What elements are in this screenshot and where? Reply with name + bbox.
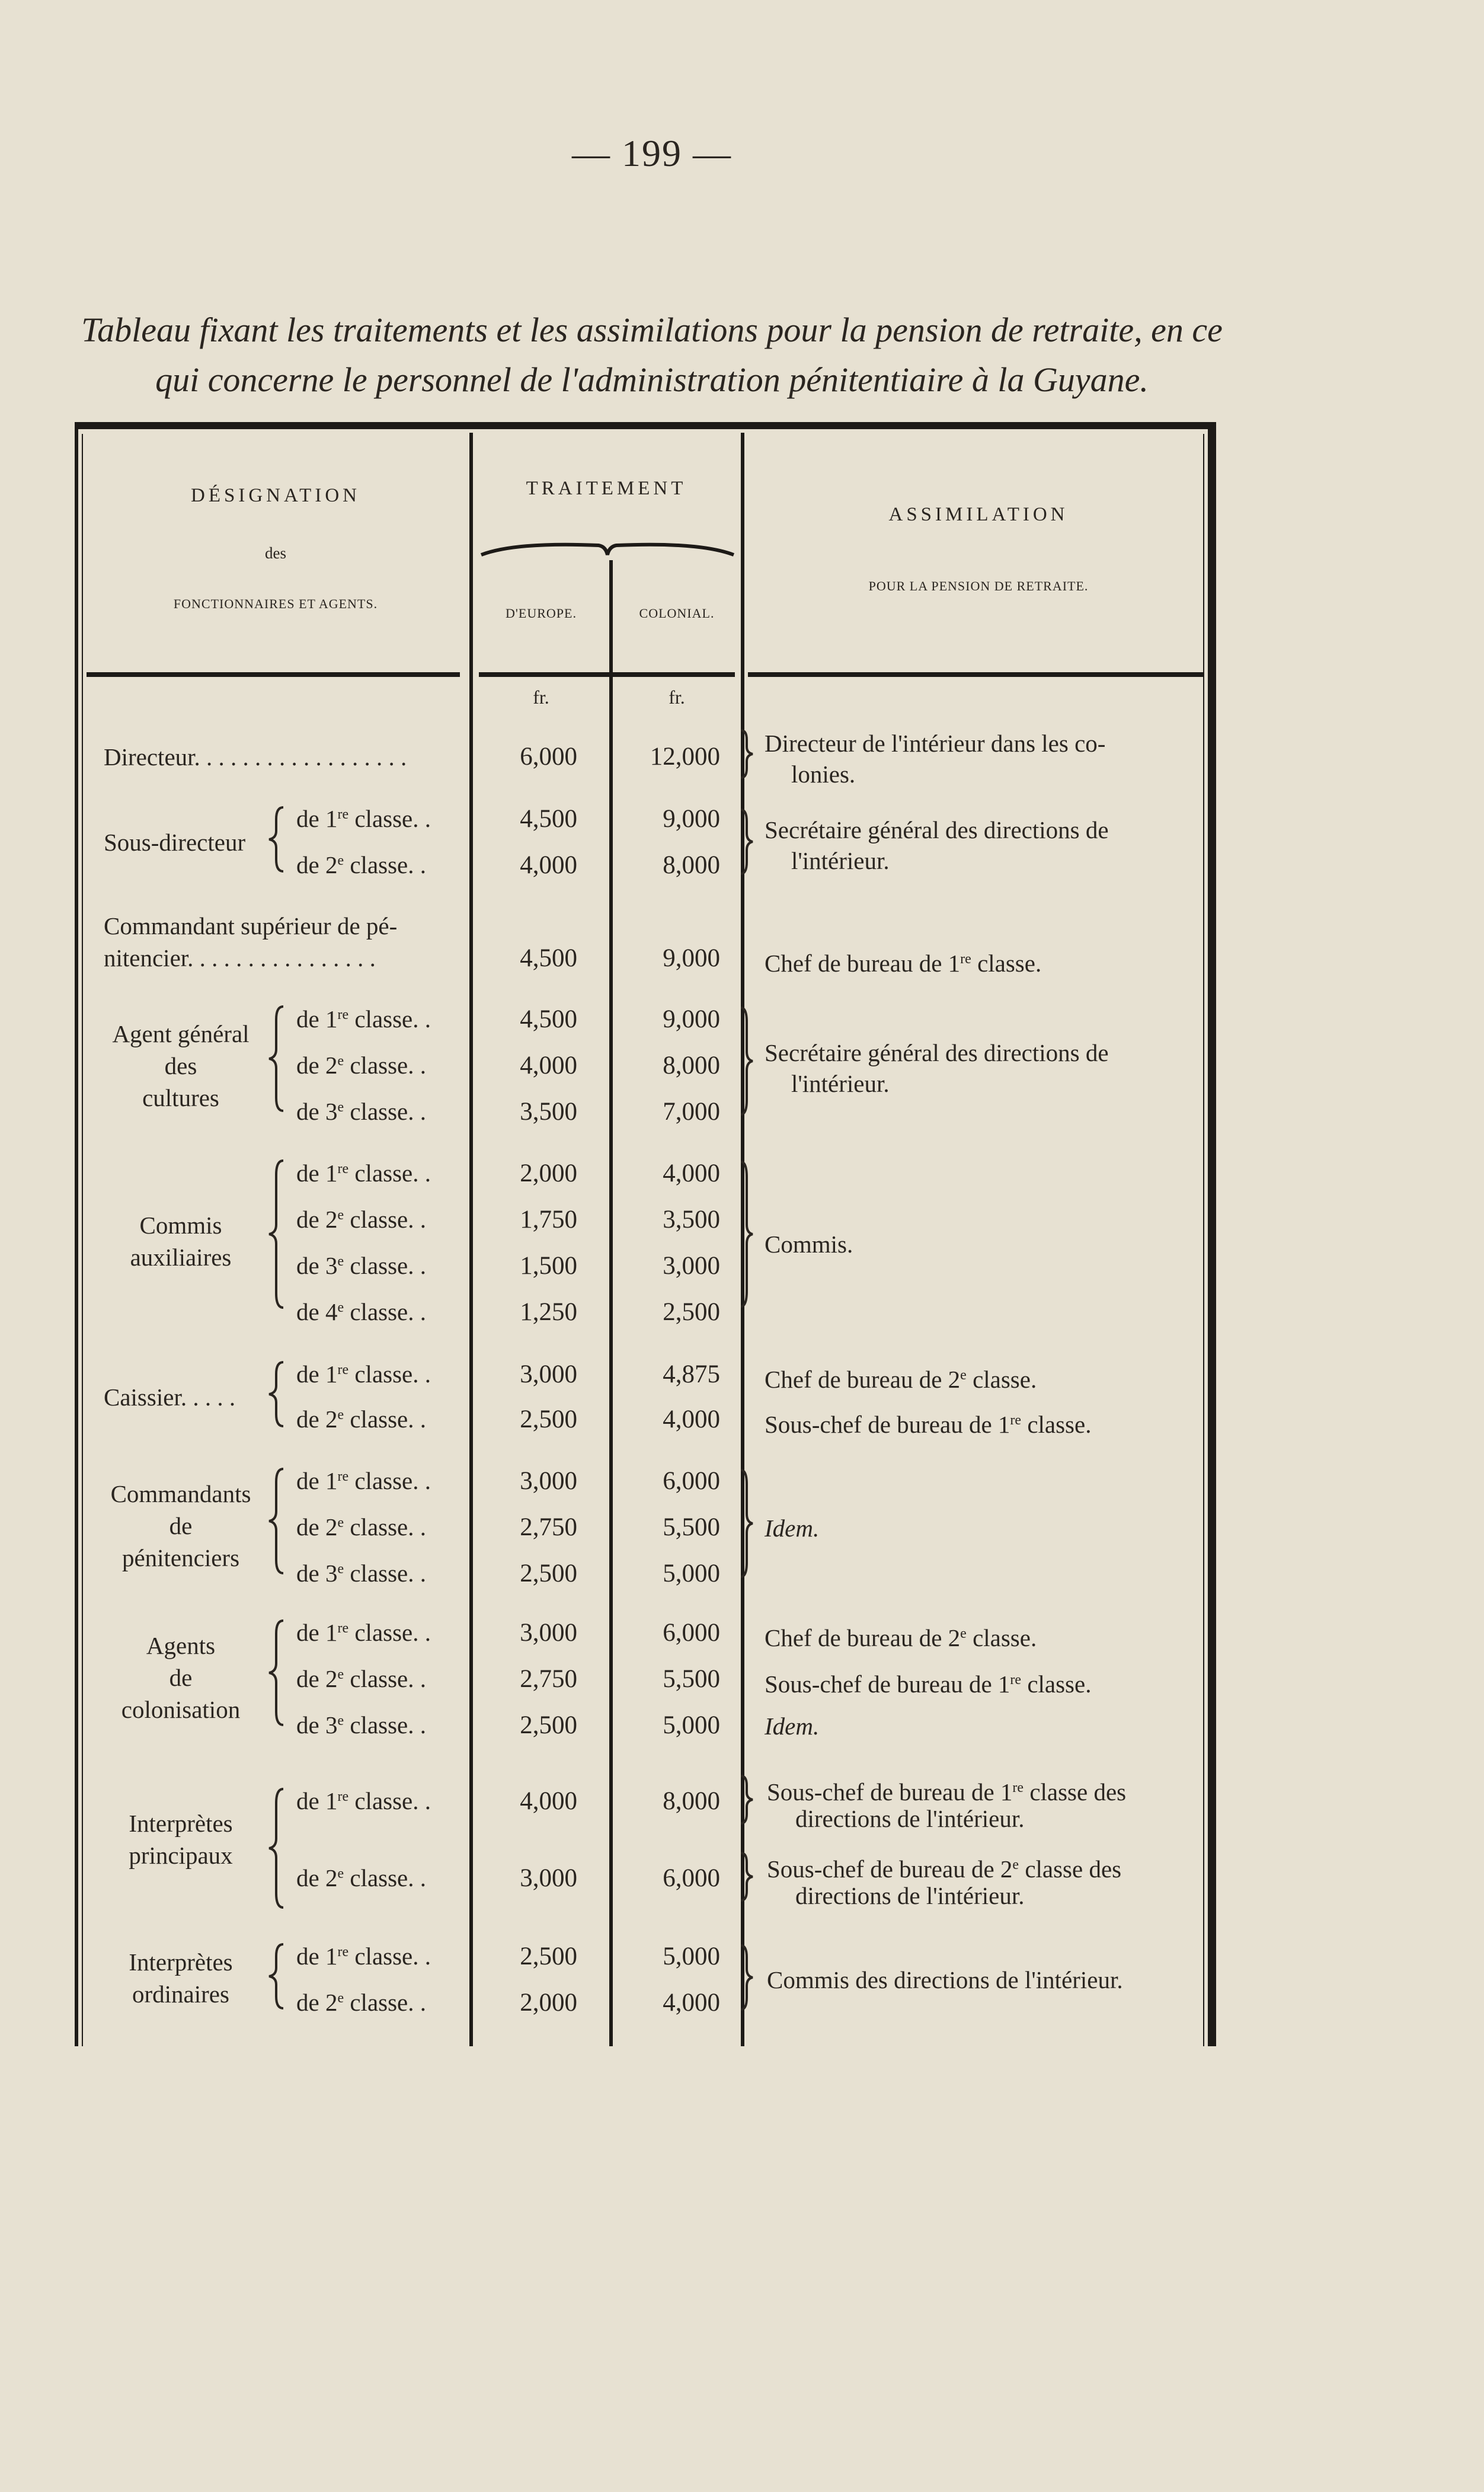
agents-colonisation-colonial-2: 5,500 [663, 1665, 720, 1693]
agent-general-europe-1: 4,500 [520, 1005, 577, 1033]
caissier-europe-1: 3,000 [520, 1360, 577, 1388]
unit-europe: fr. [533, 686, 549, 708]
sous-directeur-assim-1: Secrétaire général des directions de [765, 816, 1109, 844]
brace-assim-interpretes-ordinaires [741, 1945, 753, 2009]
interpretes-ordinaires-europe-1: 2,500 [520, 1943, 577, 1970]
sous-directeur-assim-2: l'intérieur. [791, 847, 890, 874]
interpretes-ordinaires-class-2: de 2e classe. . [296, 1989, 427, 2016]
brace-agents-colonisation [269, 1621, 283, 1725]
commis-colonial-2: 3,500 [663, 1206, 720, 1234]
brace-interpretes-principaux [269, 1789, 283, 1908]
directeur-colonial: 12,000 [650, 743, 720, 771]
commis-europe-2: 1,750 [520, 1206, 577, 1234]
commis-class-2: de 2e classe. . [296, 1206, 427, 1233]
header-des: des [265, 544, 286, 562]
commis-europe-3: 1,500 [520, 1252, 577, 1280]
page-number: — 199 — [572, 132, 732, 174]
commis-colonial-3: 3,000 [663, 1252, 720, 1280]
label-agents-colonisation-1: Agents [146, 1632, 216, 1659]
directeur-assim-1: Directeur de l'intérieur dans les co- [765, 730, 1106, 757]
commandants-europe-1: 3,000 [520, 1467, 577, 1495]
interpretes-principaux-assim-2b: directions de l'intérieur. [795, 1882, 1025, 1909]
agents-colonisation-assim-3: Idem. [765, 1713, 820, 1740]
label-commandants-2: de [169, 1512, 193, 1539]
caissier-colonial-2: 4,000 [663, 1405, 720, 1433]
interpretes-ordinaires-colonial-1: 5,000 [663, 1943, 720, 1970]
interpretes-principaux-colonial-1: 8,000 [663, 1787, 720, 1815]
label-commandant-1: Commandant supérieur de pé- [104, 912, 398, 940]
brace-assim-directeur [741, 730, 753, 778]
label-commis-1: Commis [139, 1212, 222, 1239]
agent-general-assim-2: l'intérieur. [791, 1070, 890, 1097]
caissier-assim-1: Chef de bureau de 2e classe. [765, 1366, 1037, 1393]
caissier-class-1: de 1re classe. . [296, 1360, 431, 1388]
interpretes-principaux-class-2: de 2e classe. . [296, 1864, 427, 1892]
agents-colonisation-class-1: de 1re classe. . [296, 1619, 431, 1646]
agents-colonisation-class-2: de 2e classe. . [296, 1665, 427, 1692]
commis-europe-1: 2,000 [520, 1159, 577, 1187]
agent-general-class-3: de 3e classe. . [296, 1098, 427, 1125]
commandant-colonial: 9,000 [663, 944, 720, 972]
header-assimilation: ASSIMILATION [888, 504, 1069, 525]
commandants-europe-2: 2,750 [520, 1513, 577, 1541]
label-agent-general-3: cultures [142, 1084, 219, 1111]
agent-general-europe-2: 4,000 [520, 1052, 577, 1079]
agent-general-colonial-1: 9,000 [663, 1005, 720, 1033]
agent-general-assim-1: Secrétaire général des directions de [765, 1039, 1109, 1066]
agents-colonisation-assim-1: Chef de bureau de 2e classe. [765, 1624, 1037, 1651]
agents-colonisation-colonial-1: 6,000 [663, 1619, 720, 1647]
label-commandants-1: Commandants [110, 1480, 251, 1507]
sous-directeur-europe-1: 4,500 [520, 805, 577, 833]
label-directeur: Directeur. . . . . . . . . . . . . . . . . . [104, 743, 407, 771]
commandants-class-2: de 2e classe. . [296, 1513, 427, 1541]
agents-colonisation-europe-2: 2,750 [520, 1665, 577, 1693]
commis-class-1: de 1re classe. . [296, 1159, 431, 1187]
interpretes-principaux-assim-2a: Sous-chef de bureau de 2e classe des [767, 1855, 1122, 1883]
brace-interpretes-ordinaires [269, 1944, 283, 2008]
label-interpretes-principaux-2: principaux [129, 1842, 233, 1869]
commis-class-4: de 4e classe. . [296, 1298, 427, 1325]
brace-assim-interpretes-1 [741, 1776, 753, 1823]
interpretes-ordinaires-assim: Commis des directions de l'intérieur. [767, 1966, 1123, 1993]
brace-assim-commis [741, 1162, 753, 1306]
commandants-assim: Idem. [765, 1515, 820, 1542]
agent-general-colonial-2: 8,000 [663, 1052, 720, 1079]
header-colonial: COLONIAL. [639, 606, 715, 621]
label-interpretes-ordinaires-2: ordinaires [132, 1980, 229, 2008]
brace-assim-commandants [741, 1470, 753, 1577]
brace-sous-directeur [269, 807, 283, 871]
interpretes-principaux-assim-1b: directions de l'intérieur. [795, 1805, 1025, 1832]
commis-europe-4: 1,250 [520, 1298, 577, 1326]
interpretes-principaux-class-1: de 1re classe. . [296, 1787, 431, 1814]
interpretes-ordinaires-colonial-2: 4,000 [663, 1989, 720, 2017]
interpretes-principaux-assim-1a: Sous-chef de bureau de 1re classe des [767, 1778, 1127, 1806]
agents-colonisation-europe-1: 3,000 [520, 1619, 577, 1647]
commandants-colonial-1: 6,000 [663, 1467, 720, 1495]
interpretes-ordinaires-class-1: de 1re classe. . [296, 1943, 431, 1970]
interpretes-principaux-europe-2: 3,000 [520, 1864, 577, 1892]
sous-directeur-colonial-1: 9,000 [663, 805, 720, 833]
caissier-europe-2: 2,500 [520, 1405, 577, 1433]
commis-colonial-4: 2,500 [663, 1298, 720, 1326]
label-commis-2: auxiliaires [130, 1244, 232, 1271]
commandant-europe: 4,500 [520, 944, 577, 972]
label-sous-directeur: Sous-directeur [104, 829, 246, 856]
label-interpretes-principaux-1: Interprètes [129, 1810, 233, 1837]
brace-assim-sous-directeur [741, 810, 753, 874]
interpretes-ordinaires-europe-2: 2,000 [520, 1989, 577, 2017]
commandants-europe-3: 2,500 [520, 1560, 577, 1587]
sous-directeur-class-1: de 1re classe. . [296, 805, 431, 832]
agents-colonisation-class-3: de 3e classe. . [296, 1711, 427, 1739]
label-interpretes-ordinaires-1: Interprètes [129, 1948, 233, 1976]
caissier-colonial-1: 4,875 [663, 1360, 720, 1388]
agent-general-europe-3: 3,500 [520, 1098, 577, 1126]
commandants-class-1: de 1re classe. . [296, 1467, 431, 1494]
agents-colonisation-europe-3: 2,500 [520, 1711, 577, 1739]
directeur-europe: 6,000 [520, 743, 577, 771]
label-agent-general-2: des [164, 1052, 197, 1079]
header-designation: DÉSIGNATION [191, 485, 360, 506]
interpretes-principaux-colonial-2: 6,000 [663, 1864, 720, 1892]
commis-colonial-1: 4,000 [663, 1159, 720, 1187]
agent-general-class-2: de 2e classe. . [296, 1052, 427, 1079]
brace-commis [269, 1161, 283, 1308]
agent-general-class-1: de 1re classe. . [296, 1005, 431, 1033]
commandants-colonial-3: 5,000 [663, 1560, 720, 1587]
brace-agent-general [269, 1007, 283, 1111]
commis-class-3: de 3e classe. . [296, 1252, 427, 1279]
header-traitement: TRAITEMENT [526, 478, 687, 499]
header-pension: POUR LA PENSION DE RETRAITE. [868, 579, 1089, 593]
caissier-class-2: de 2e classe. . [296, 1405, 427, 1433]
label-caissier: Caissier. . . . . [104, 1384, 236, 1411]
label-commandants-3: pénitenciers [121, 1544, 240, 1571]
brace-commandants [269, 1469, 283, 1573]
directeur-assim-2: lonies. [791, 761, 856, 788]
sous-directeur-class-2: de 2e classe. . [296, 851, 427, 878]
header-europe: D'EUROPE. [506, 606, 577, 621]
unit-colonial: fr. [669, 686, 685, 708]
header-fonctionnaires: FONCTIONNAIRES ET AGENTS. [173, 596, 378, 611]
brace-caissier [269, 1362, 283, 1426]
agents-colonisation-colonial-3: 5,000 [663, 1711, 720, 1739]
caissier-assim-2: Sous-chef de bureau de 1re classe. [765, 1411, 1092, 1438]
interpretes-principaux-europe-1: 4,000 [520, 1787, 577, 1815]
sous-directeur-colonial-2: 8,000 [663, 851, 720, 879]
label-agents-colonisation-2: de [169, 1664, 193, 1691]
title-line-1: Tableau fixant les traitements et les assimilations pour la pension de retraite, en ce [81, 311, 1223, 349]
label-agents-colonisation-3: colonisation [121, 1696, 241, 1723]
commandant-assim: Chef de bureau de 1re classe. [765, 950, 1042, 977]
label-commandant-2: nitencier. . . . . . . . . . . . . . . . [104, 944, 376, 972]
agent-general-colonial-3: 7,000 [663, 1098, 720, 1126]
brace-assim-agent-general [741, 1008, 753, 1114]
sous-directeur-europe-2: 4,000 [520, 851, 577, 879]
commandants-colonial-2: 5,500 [663, 1513, 720, 1541]
commis-assim: Commis. [765, 1231, 853, 1258]
commandants-class-3: de 3e classe. . [296, 1560, 427, 1587]
title-line-2: qui concerne le personnel de l'administration pénitentiaire à la Guyane. [155, 360, 1149, 399]
brace-assim-interpretes-2 [741, 1853, 753, 1900]
label-agent-general-1: Agent général [112, 1020, 250, 1047]
agents-colonisation-assim-2: Sous-chef de bureau de 1re classe. [765, 1670, 1092, 1698]
